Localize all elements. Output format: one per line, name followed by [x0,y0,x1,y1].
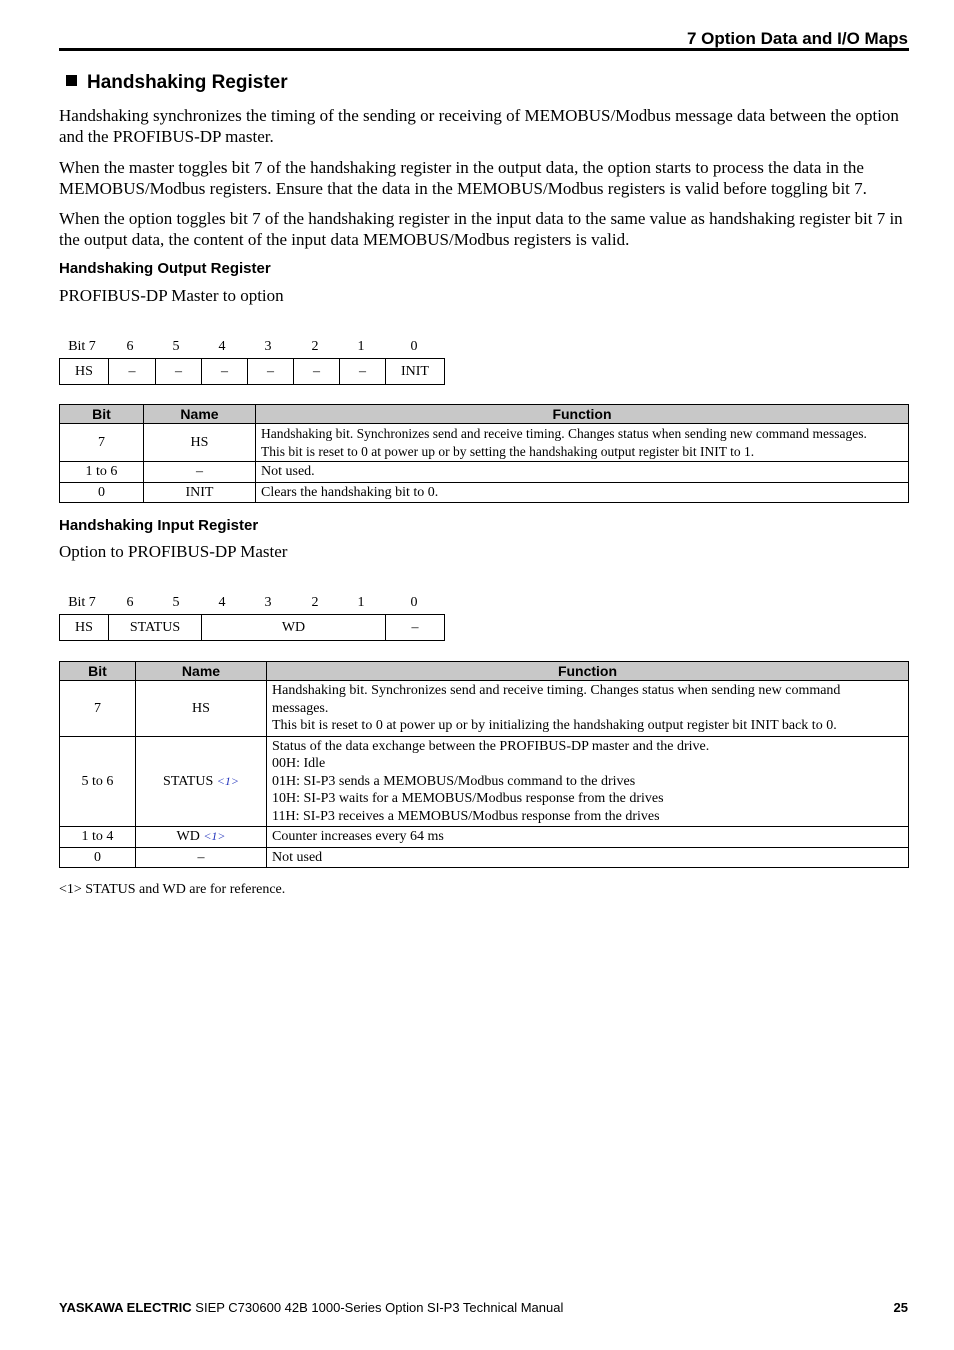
footnote: <1> STATUS and WD are for reference. [59,882,286,897]
bit-number: 2 [311,339,319,354]
function-line: 00H: Idle [272,756,326,771]
input-register-heading: Handshaking Input Register [59,517,259,534]
bit-cell: – [386,615,445,641]
table-row [60,736,909,827]
bit-number: 4 [218,339,226,354]
section-title [66,72,288,94]
bit-value: 7 [60,681,136,737]
bit-cell: – [340,359,386,385]
bit-number: 4 [218,595,226,610]
square-bullet-icon [66,75,77,86]
bit-number: 0 [410,339,418,354]
function-value [267,847,909,868]
output-register-table [59,404,909,503]
paragraph-3: When the option toggles bit 7 of the handshaking register in the input data to the same value as handshaking register bit 7 in the output data, the content of the input data MEMOBUS/Modbus registers is valid. [59,209,903,249]
column-header-function: Function [256,405,909,424]
function-line: Clears the handshaking bit to 0. [261,484,439,500]
function-value [267,681,909,737]
bit-value: 0 [60,482,144,503]
table-row [60,424,909,462]
bit-cell: – [294,359,340,385]
column-header-function: Function [267,662,909,681]
function-line: messages. [272,700,329,716]
function-line: Counter increases every 64 ms [272,829,444,844]
function-line: 01H: SI-P3 sends a MEMOBUS/Modbus command to the drives [272,773,636,789]
bit-cell: – [202,359,248,385]
table-row [60,847,909,868]
name-text: – [197,849,205,865]
name-text: STATUS [163,773,214,789]
bit-number: 6 [126,339,134,354]
function-value [267,827,909,848]
bit-cell: INIT [386,359,445,385]
name-text: WD [176,829,200,844]
bit-number: Bit 7 [68,339,96,354]
table-row [60,827,909,848]
name-value [136,681,267,737]
chapter-title: 7 Option Data and I/O Maps [686,29,908,48]
bit-cell: – [156,359,202,385]
bit-number: 1 [357,595,365,610]
column-header-name: Name [144,405,256,424]
bit-number: 3 [264,339,272,354]
function-value [256,462,909,483]
name-value: HS [144,424,256,462]
function-line: 10H: SI-P3 waits for a MEMOBUS/Modbus response from the drives [272,791,664,806]
bit-cell: – [109,359,156,385]
column-header-bit: Bit [60,662,136,681]
bit-value: 0 [60,847,136,868]
function-line: Not used. [261,464,315,479]
function-line: Status of the data exchange between the PROFIBUS-DP master and the drive. [272,738,710,754]
output-register-heading: Handshaking Output Register [59,260,271,277]
table-header-row [60,662,909,681]
bit-number: 2 [311,595,319,610]
footnote-reference-link[interactable]: <1> [216,773,239,788]
function-line: Handshaking bit. Synchronizes send and receive timing. Changes status when sending new command messages. [261,426,867,441]
output-register-bitmap [59,358,445,385]
column-header-bit: Bit [60,405,144,424]
bit-value: 1 to 6 [60,462,144,483]
header-rule [59,48,909,51]
function-line: Not used [272,849,323,865]
function-line: This bit is reset to 0 at power up or by setting the handshaking output register bit INIT to 1. [261,443,755,459]
bit-cell: HS [60,359,109,385]
name-value: INIT [144,482,256,503]
bit-value: 5 to 6 [60,736,136,827]
bit-number: 5 [172,339,180,354]
bit-number: 3 [264,595,272,610]
footer [59,1300,563,1315]
function-value [256,424,909,462]
bit-number: 6 [126,595,134,610]
bit-cell: WD [202,615,386,641]
paragraph-1: Handshaking synchronizes the timing of the sending or receiving of MEMOBUS/Modbus message data between the option and the PROFIBUS-DP master. [59,106,899,146]
bit-number: 1 [357,339,365,354]
input-register-bitmap [59,614,445,641]
footer-manual-title: SIEP C730600 42B 1000-Series Option SI-P3 Technical Manual [191,1300,564,1315]
bit-value: 1 to 4 [60,827,136,848]
input-register-direction: Option to PROFIBUS-DP Master [59,542,288,561]
function-line: 11H: SI-P3 receives a MEMOBUS/Modbus response from the drives [272,808,660,824]
input-register-table [59,661,909,868]
table-row [60,462,909,483]
name-value [136,847,267,868]
table-header-row [60,405,909,424]
name-value [136,827,267,848]
bit-cell: STATUS [109,615,202,641]
name-value [136,736,267,827]
name-value: – [144,462,256,483]
function-value [267,736,909,827]
paragraph-2: When the master toggles bit 7 of the handshaking register in the output data, the option starts to process the data in the MEMOBUS/Modbus registers. Ensure that the data in the MEMOBUS/Modbus registers is valid before toggling bit 7. [59,158,867,198]
name-text: HS [192,700,210,716]
bit-number: Bit 7 [68,595,96,610]
section-title-text: Handshaking Register [87,72,288,93]
footer-brand: YASKAWA ELECTRIC [59,1300,192,1315]
function-value [256,482,909,503]
function-line: This bit is reset to 0 at power up or by initializing the handshaking output register bit INIT back to 0. [272,718,837,733]
bit-cell: HS [60,615,109,641]
table-row [60,681,909,737]
footnote-reference-link[interactable]: <1> [203,829,226,843]
bit-cell: – [248,359,294,385]
bit-number: 5 [172,595,180,610]
table-row [60,482,909,503]
page-number: 25 [893,1300,908,1315]
column-header-name: Name [136,662,267,681]
bit-number: 0 [410,595,418,610]
bit-value: 7 [60,424,144,462]
function-line: Handshaking bit. Synchronizes send and receive timing. Changes status when sending new command [272,683,841,698]
output-register-direction: PROFIBUS-DP Master to option [59,286,284,305]
